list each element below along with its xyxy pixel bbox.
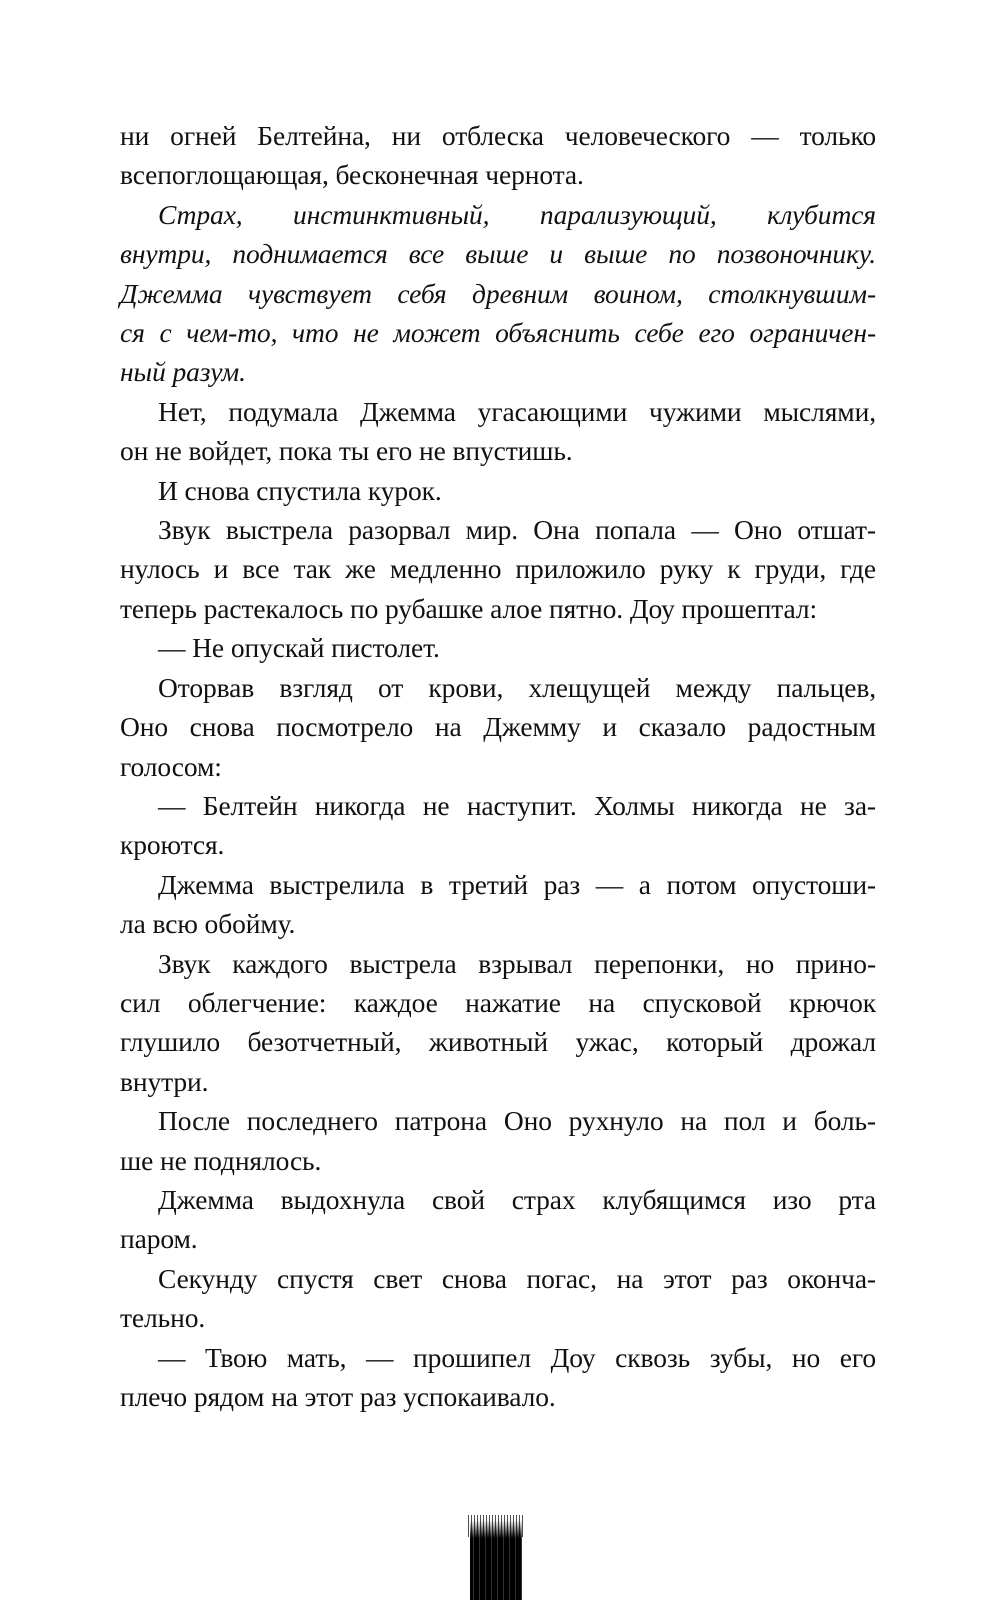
text-line: Джемма выдохнула свой страх клубящимся изо рта: [158, 1183, 876, 1215]
text-line: ся с чем-то, что не может объяснить себе его ограничен-: [120, 317, 876, 349]
text-line: Джемма чувствует себя древним воином, столкнувшим-: [120, 277, 876, 309]
text-line: плечо рядом на этот раз успокаивало.: [120, 1381, 556, 1412]
text-line: И снова спустила курок.: [158, 474, 442, 506]
text-line: он не войдет, пока ты его не впустишь.: [120, 435, 573, 467]
text-line: ше не поднялось.: [120, 1144, 322, 1176]
text-line: Оно снова посмотрело на Джемму и сказало радостным: [120, 711, 876, 743]
paragraph: [120, 1180, 876, 1259]
paragraph: [120, 116, 876, 195]
paragraph: [120, 628, 876, 667]
paragraph: [120, 471, 876, 510]
page-body: [120, 116, 876, 1416]
text-line: кроются.: [120, 829, 225, 861]
text-line: ни огней Белтейна, ни отблеска человеческого — только: [120, 120, 876, 151]
text-line: теперь растекалось по рубашке алое пятно. Доу прошептал:: [120, 592, 818, 624]
text-line: Джемма выстрелила в третий раз — а потом опустоши-: [158, 868, 876, 900]
text-line: — Не опускай пистолет.: [158, 632, 440, 664]
text-line: сил облегчение: каждое нажатие на спусковой крючок: [120, 986, 876, 1018]
text-line: Звук выстрела разорвал мир. Она попала — Оно отшат-: [158, 514, 876, 546]
paragraph: [120, 1338, 876, 1417]
italic-paragraph: [120, 195, 876, 392]
paragraph: [120, 865, 876, 944]
text-line: Нет, подумала Джемма угасающими чужими мыслями,: [158, 395, 876, 427]
page-edge-mark: [470, 1520, 522, 1600]
text-line: всепоглощающая, бесконечная чернота.: [120, 159, 584, 191]
paragraph: [120, 786, 876, 865]
text-line: — Твою мать, — прошипел Доу сквозь зубы, но его: [158, 1341, 876, 1373]
paragraph: [120, 668, 876, 786]
paragraph: [120, 944, 876, 1102]
text-line: ный разум.: [120, 356, 246, 388]
text-line: Страх, инстинктивный, парализующий, клубится: [158, 198, 876, 230]
text-line: нулось и все так же медленно приложило руку к груди, где: [120, 553, 876, 585]
text-line: паром.: [120, 1223, 198, 1255]
text-line: Оторвав взгляд от крови, хлещущей между пальцев,: [158, 671, 876, 703]
text-line: — Белтейн никогда не наступит. Холмы никогда не за-: [158, 789, 876, 821]
text-line: голосом:: [120, 750, 222, 782]
paragraph: [120, 510, 876, 628]
text-line: глушило безотчетный, животный ужас, который дрожал: [120, 1026, 876, 1058]
paragraph: [120, 1259, 876, 1338]
paragraph: [120, 392, 876, 471]
text-line: После последнего патрона Оно рухнуло на пол и боль-: [158, 1105, 876, 1137]
paragraph: [120, 1101, 876, 1180]
text-line: ла всю обойму.: [120, 908, 296, 940]
text-line: внутри, поднимается все выше и выше по позвоночнику.: [120, 238, 876, 270]
text-line: Секунду спустя свет снова погас, на этот раз оконча-: [158, 1262, 876, 1294]
text-line: внутри.: [120, 1065, 209, 1097]
text-line: Звук каждого выстрела взрывал перепонки, но прино-: [158, 947, 876, 979]
text-line: тельно.: [120, 1302, 206, 1334]
